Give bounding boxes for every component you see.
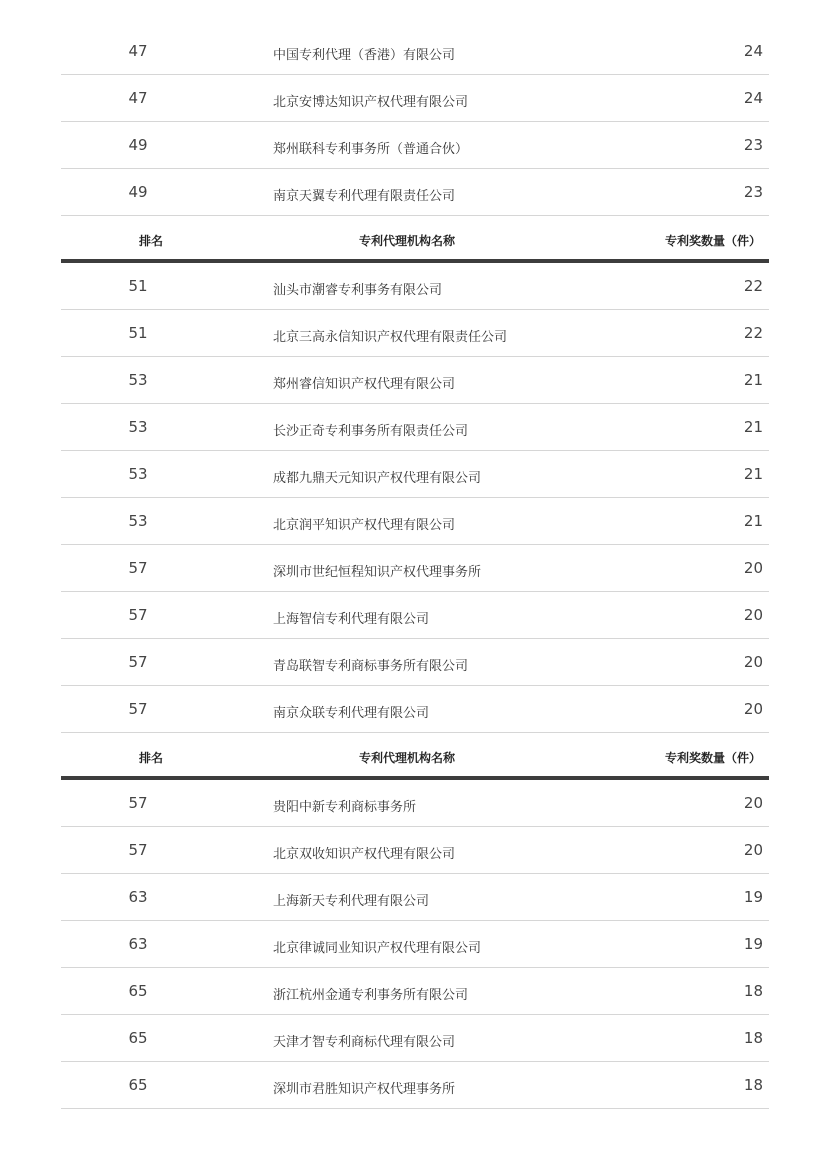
header-agency-name: 专利代理机构名称 [359, 234, 456, 248]
rank-cell: 57 [128, 606, 148, 624]
award-count-cell: 24 [743, 89, 763, 107]
agency-name-cell: 南京天翼专利代理有限责任公司 [273, 189, 456, 204]
award-count-cell: 21 [743, 371, 763, 389]
table-row [61, 75, 769, 122]
agency-name-cell: 汕头市潮睿专利事务有限公司 [273, 283, 443, 298]
agency-name-cell: 天津才智专利商标代理有限公司 [273, 1035, 456, 1050]
table-row [61, 827, 769, 874]
award-count-cell: 20 [743, 653, 763, 671]
rank-cell: 51 [128, 277, 148, 295]
rank-cell: 47 [128, 42, 148, 60]
agency-name-cell: 深圳市世纪恒程知识产权代理事务所 [273, 565, 482, 580]
agency-name-cell: 深圳市君胜知识产权代理事务所 [273, 1082, 456, 1097]
agency-name-cell: 北京双收知识产权代理有限公司 [273, 847, 456, 862]
agency-name-cell: 上海智信专利代理有限公司 [273, 612, 430, 627]
rank-cell: 63 [128, 935, 148, 953]
rank-cell: 51 [128, 324, 148, 342]
award-count-cell: 19 [743, 935, 763, 953]
table-row [61, 169, 769, 216]
table-row [61, 498, 769, 545]
award-count-cell: 22 [743, 324, 763, 342]
table-row [61, 1062, 769, 1109]
table-row [61, 592, 769, 639]
agency-name-cell: 南京众联专利代理有限公司 [273, 706, 430, 721]
table-row [61, 451, 769, 498]
header-rank: 排名 [138, 751, 164, 765]
rank-cell: 65 [128, 1029, 148, 1047]
table-row [61, 968, 769, 1015]
rank-cell: 57 [128, 653, 148, 671]
award-count-cell: 20 [743, 700, 763, 718]
agency-name-cell: 贵阳中新专利商标事务所 [273, 800, 417, 815]
agency-name-cell: 中国专利代理（香港）有限公司 [273, 48, 456, 63]
header-award-count: 专利奖数量（件） [664, 234, 761, 248]
table-header [61, 216, 769, 263]
header-award-count: 专利奖数量（件） [664, 751, 761, 765]
table-row [61, 357, 769, 404]
rank-cell: 49 [128, 183, 148, 201]
award-count-cell: 20 [743, 841, 763, 859]
award-count-cell: 21 [743, 465, 763, 483]
agency-name-cell: 郑州联科专利事务所（普通合伙） [273, 142, 469, 157]
rank-cell: 65 [128, 982, 148, 1000]
award-count-cell: 18 [743, 1029, 763, 1047]
table-row [61, 404, 769, 451]
header-agency-name: 专利代理机构名称 [359, 751, 456, 765]
agency-name-cell: 北京润平知识产权代理有限公司 [273, 518, 456, 533]
table-row [61, 263, 769, 310]
agency-name-cell: 郑州睿信知识产权代理有限公司 [273, 377, 456, 392]
agency-name-cell: 北京安博达知识产权代理有限公司 [273, 95, 469, 110]
rank-cell: 53 [128, 371, 148, 389]
agency-name-cell: 成都九鼎天元知识产权代理有限公司 [273, 471, 482, 486]
award-count-cell: 18 [743, 1076, 763, 1094]
table-row [61, 780, 769, 827]
award-count-cell: 23 [743, 183, 763, 201]
award-count-cell: 22 [743, 277, 763, 295]
rank-cell: 57 [128, 559, 148, 577]
agency-name-cell: 青岛联智专利商标事务所有限公司 [273, 659, 469, 674]
rank-cell: 53 [128, 418, 148, 436]
award-count-cell: 23 [743, 136, 763, 154]
award-count-cell: 20 [743, 559, 763, 577]
rank-cell: 53 [128, 512, 148, 530]
table-row [61, 921, 769, 968]
award-count-cell: 20 [743, 794, 763, 812]
agency-name-cell: 北京三高永信知识产权代理有限责任公司 [273, 330, 508, 345]
ranking-table [61, 28, 769, 1109]
rank-cell: 65 [128, 1076, 148, 1094]
award-count-cell: 21 [743, 418, 763, 436]
rank-cell: 53 [128, 465, 148, 483]
rank-cell: 57 [128, 841, 148, 859]
rank-cell: 63 [128, 888, 148, 906]
rank-cell: 57 [128, 700, 148, 718]
table-row [61, 310, 769, 357]
agency-name-cell: 北京律诚同业知识产权代理有限公司 [273, 941, 482, 956]
table-row [61, 545, 769, 592]
award-count-cell: 18 [743, 982, 763, 1000]
award-count-cell: 19 [743, 888, 763, 906]
table-row [61, 28, 769, 75]
award-count-cell: 20 [743, 606, 763, 624]
table-row [61, 122, 769, 169]
award-count-cell: 24 [743, 42, 763, 60]
agency-name-cell: 上海新天专利代理有限公司 [273, 894, 430, 909]
rank-cell: 47 [128, 89, 148, 107]
agency-name-cell: 浙江杭州金通专利事务所有限公司 [273, 988, 469, 1003]
table-row [61, 1015, 769, 1062]
rank-cell: 49 [128, 136, 148, 154]
table-row [61, 686, 769, 733]
table-row [61, 874, 769, 921]
award-count-cell: 21 [743, 512, 763, 530]
table-header [61, 733, 769, 780]
table-row [61, 639, 769, 686]
rank-cell: 57 [128, 794, 148, 812]
header-rank: 排名 [138, 234, 164, 248]
agency-name-cell: 长沙正奇专利事务所有限责任公司 [273, 424, 469, 439]
